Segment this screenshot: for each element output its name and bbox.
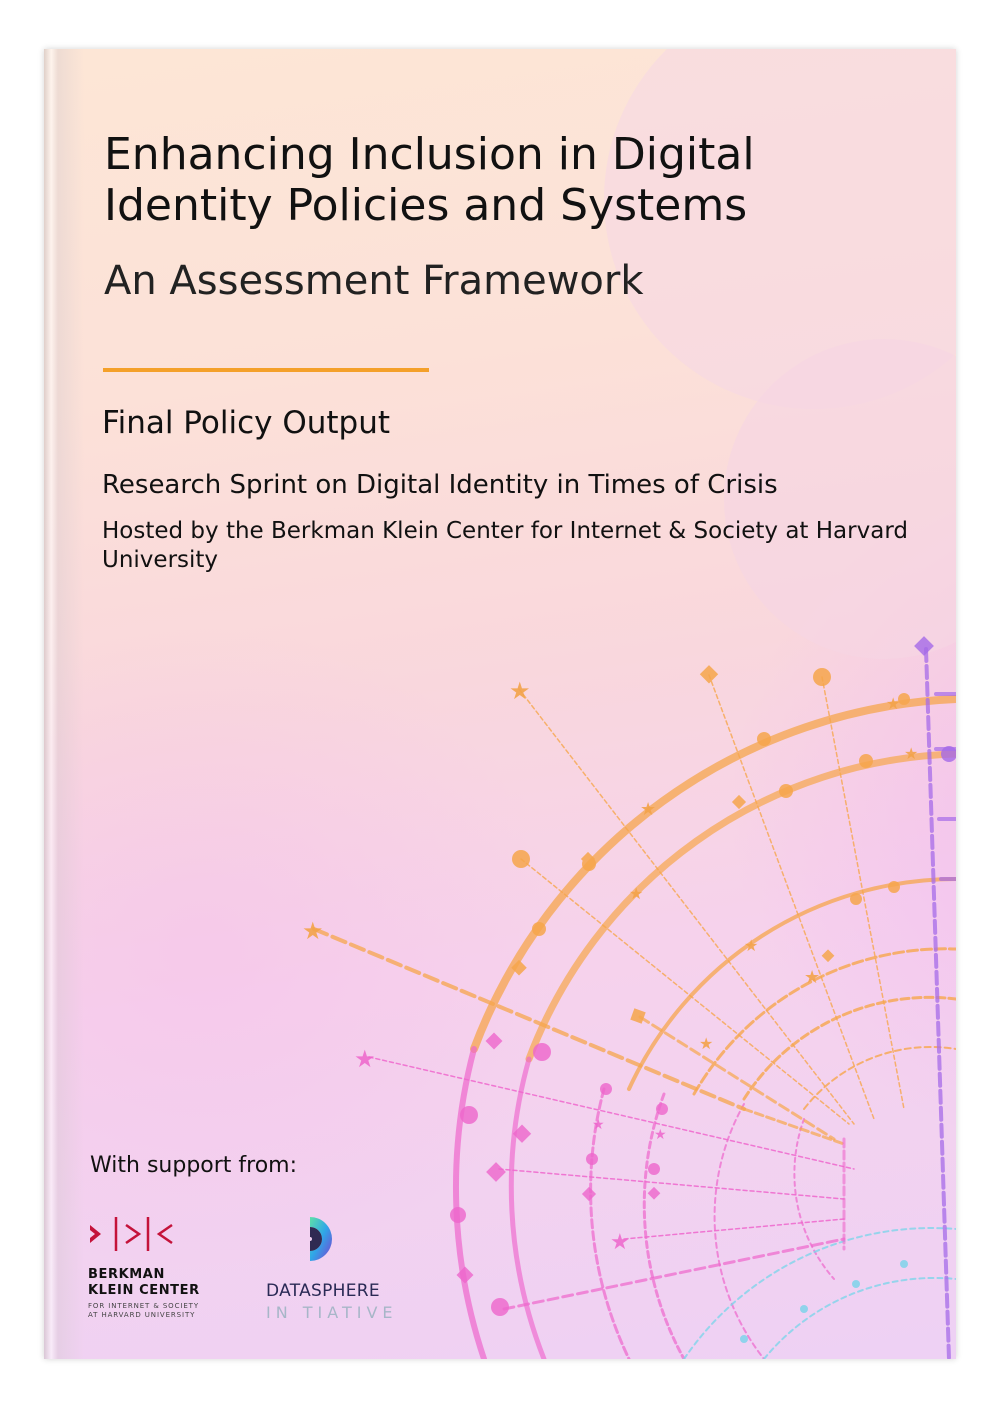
support-label: With support from:	[90, 1153, 298, 1178]
svg-text:★: ★	[654, 1127, 667, 1143]
datasphere-logo-icon	[302, 1211, 358, 1267]
svg-text:★: ★	[592, 1117, 605, 1133]
cover-title: Enhancing Inclusion in Digital Identity Policies and Systems	[104, 129, 755, 231]
bkc-sub-line: AT HARVARD UNIVERSITY	[88, 1311, 196, 1319]
svg-text:★: ★	[610, 1230, 630, 1255]
bkc-name-line: KLEIN CENTER	[88, 1283, 200, 1298]
svg-text:★: ★	[904, 744, 919, 763]
svg-text:★: ★	[744, 936, 759, 955]
bkc-sub-line: FOR INTERNET & SOCIETY	[88, 1302, 200, 1310]
book-cover	[44, 49, 956, 1359]
bkc-logo-subtitle	[88, 1302, 258, 1320]
datasphere-subtitle: IN TIATIVE	[266, 1303, 398, 1322]
bkc-logo-icon	[86, 1211, 186, 1257]
accent-divider	[103, 368, 429, 372]
cover-subtitle: An Assessment Framework	[104, 258, 644, 304]
svg-text:★: ★	[804, 967, 821, 988]
svg-text:★: ★	[354, 1045, 376, 1073]
hosted-by-label: Hosted by the Berkman Klein Center for Internet & Society at Harvard University	[102, 518, 908, 573]
svg-text:★: ★	[886, 694, 901, 713]
sprint-label: Research Sprint on Digital Identity in Times of Crisis	[102, 470, 778, 500]
star-marker-icon: ★	[509, 677, 531, 705]
svg-text:★: ★	[699, 1034, 714, 1053]
datasphere-name: DATASPHERE	[266, 1281, 380, 1301]
svg-text:★: ★	[629, 884, 644, 903]
svg-text:★: ★	[640, 799, 657, 820]
bkc-logo-name	[88, 1267, 200, 1299]
output-label: Final Policy Output	[102, 405, 391, 441]
bkc-name-line: BERKMAN	[88, 1267, 165, 1282]
star-marker-icon: ★	[302, 917, 324, 945]
